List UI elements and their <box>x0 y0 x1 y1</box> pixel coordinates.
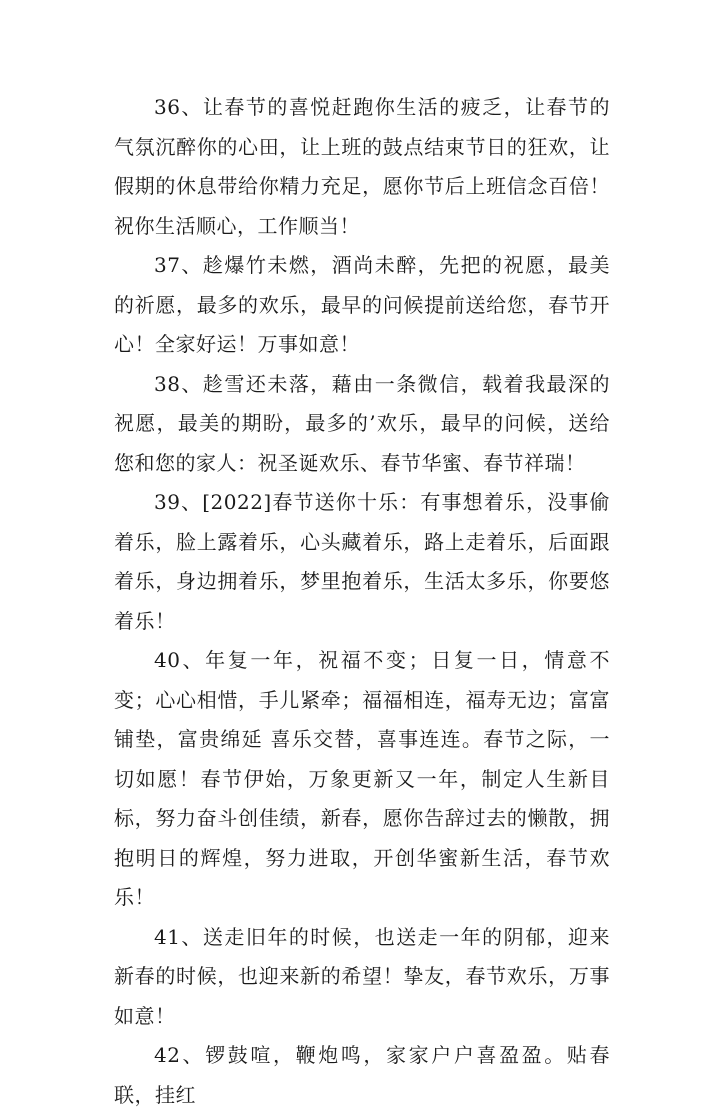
paragraph-38: 38、趁雪还未落，藉由一条微信，载着我最深的祝愿，最美的期盼，最多的’欢乐，最早的问候，送给您和您的家人：祝圣诞欢乐、春节华蜜、春节祥瑞！ <box>114 371 610 475</box>
paragraph-39: 39、[2022]春节送你十乐：有事想着乐，没事偷着乐，脸上露着乐，心头藏着乐，路上走着乐，后面跟着乐，身边拥着乐，梦里抱着乐，生活太多乐，你要悠着乐！ <box>114 490 610 633</box>
document-body <box>114 88 610 1115</box>
paragraph-36: 36、让春节的喜悦赶跑你生活的疲乏，让春节的气氛沉醉你的心田，让上班的鼓点结束节日的狂欢，让假期的休息带给你精力充足，愿你节后上班信念百倍！祝你生活顺心，工作顺当！ <box>114 95 610 238</box>
paragraph-37: 37、趁爆竹未燃，酒尚未醉，先把的祝愿，最美的祈愿，最多的欢乐，最早的问候提前送给您，春节开心！全家好运！万事如意！ <box>114 253 610 356</box>
paragraph-41: 41、送走旧年的时候，也送走一年的阴郁，迎来新春的时候，也迎来新的希望！挚友，春节欢乐，万事如意！ <box>114 924 610 1028</box>
paragraph-40: 40、年复一年，祝福不变；日复一日，情意不变；心心相惜，手儿紧牵；福福相连，福寿无边；富富铺垫，富贵绵延 喜乐交替，喜事连连。春节之际，一切如愿！春节伊始，万象更新又一年，制定人生新目标，努力奋斗创佳绩，新春，愿你告辞过去的懒散，拥抱明日的辉煌，努力进取，开创华蜜新生活，春节欢乐！ <box>114 648 610 909</box>
paragraph-42: 42、锣鼓喧，鞭炮鸣，家家户户喜盈盈。贴春联，挂红 <box>114 1043 610 1107</box>
